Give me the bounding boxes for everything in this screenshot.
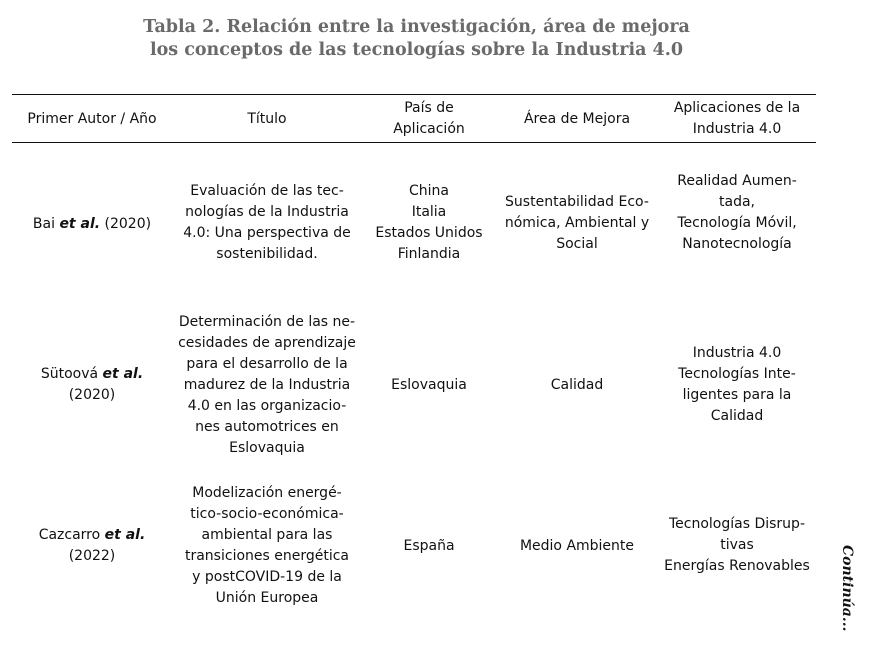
table-row-1-apps [658, 170, 816, 256]
row-1-country-line: Italia [411, 204, 447, 220]
row-1-title-line: sostenibilidad. [216, 246, 318, 262]
row-3-country-line: España [403, 537, 455, 554]
row-1-title-line: Evaluación de las tec- [190, 183, 344, 199]
row-1-title-line: nologías de la Industria [185, 204, 349, 220]
row-1-area-line: Social [556, 235, 598, 252]
row-2-title-line: cesidades de aprendizaje [178, 334, 356, 351]
row-3-apps-line: Tecnologías Disrup- [668, 515, 805, 532]
header-country [362, 96, 496, 142]
table-row-1-title [172, 180, 362, 266]
row-1-area-line: nómica, Ambiental y [504, 214, 650, 231]
row-1-author-etal: et al. [59, 215, 101, 232]
top-rule [12, 94, 816, 95]
row-3-title-line: Modelización energé- [192, 485, 342, 501]
row-1-title-line: 4.0: Una perspectiva de [183, 225, 351, 241]
row-1-country-line: China [408, 183, 449, 199]
row-1-author-year: (2020) [104, 215, 152, 232]
row-1-apps-line: Nanotecnología [682, 236, 792, 252]
row-1-area-line: Sustentabilidad Eco- [505, 193, 649, 210]
row-1-author-name: Bai [32, 215, 55, 232]
row-3-apps-line: tivas [720, 536, 754, 553]
header-country-line-1: País de [404, 100, 454, 116]
row-2-country-line: Eslovaquia [391, 376, 467, 393]
table-row-2-author [12, 343, 172, 427]
row-1-country-line: Finlandia [397, 246, 461, 262]
row-2-author-etal: et al. [102, 366, 144, 382]
row-2-title-line: madurez de la Industria [183, 376, 351, 393]
table-row-2-area [496, 374, 658, 396]
header-area [496, 96, 658, 142]
table-row-3-apps [658, 512, 816, 578]
table-caption [0, 16, 833, 62]
header-apps-line-1: Aplicaciones de la [673, 100, 801, 116]
row-2-apps-line: Tecnologías Inte- [678, 366, 796, 382]
row-3-title-line: Unión Europea [215, 590, 319, 606]
header-author [12, 96, 172, 142]
row-1-title-lines [183, 181, 351, 265]
row-3-author-year: (2022) [68, 548, 116, 564]
header-title [172, 96, 362, 142]
table-row-3-author [12, 504, 172, 588]
table-row-2-title [172, 310, 362, 460]
table-caption-line-2: los conceptos de las tecnologías sobre la Industria 4.0 [149, 40, 684, 60]
row-2-title-line: Eslovaquia [229, 439, 305, 456]
header-rule [12, 142, 816, 143]
table-row-3-title [172, 482, 362, 610]
row-3-title-line: y postCOVID-19 de la [192, 569, 342, 585]
row-1-apps-line: tada, [719, 194, 755, 210]
table-row-1-country [362, 180, 496, 266]
row-1-apps-line: Tecnología Móvil, [677, 215, 797, 231]
row-3-title-line: tico-socio-económica- [190, 506, 344, 522]
header-title-label: Título [247, 110, 287, 127]
header-apps [658, 96, 816, 142]
row-2-area-line: Calidad [550, 376, 604, 393]
row-2-title-line: para el desarrollo de la [186, 355, 348, 372]
row-2-apps-line: ligentes para la [682, 387, 792, 403]
row-1-apps-line: Realidad Aumen- [677, 173, 797, 189]
table-row-1-author [12, 182, 172, 266]
row-2-author-name: Sütoová [40, 366, 99, 382]
header-country-line-2: Aplicación [393, 121, 465, 137]
row-3-title-line: ambiental para las [201, 527, 333, 543]
table-caption-line-1: Tabla 2. Relación entre la investigación, área de mejora [143, 17, 690, 37]
row-2-apps-line: Calidad [710, 408, 764, 424]
row-1-country-line: Estados Unidos [375, 225, 483, 241]
header-apps-line-2: Industria 4.0 [692, 121, 782, 137]
table-row-1-area [496, 180, 658, 266]
table-row-2-country [362, 374, 496, 396]
row-3-title-line: transiciones energética [184, 548, 350, 564]
row-2-title-line: 4.0 en las organizacio- [187, 397, 347, 414]
table-row-3-area [496, 535, 658, 557]
table-row-2-apps [658, 342, 816, 428]
row-3-area-line: Medio Ambiente [519, 537, 635, 554]
row-2-apps-line: Industria 4.0 [692, 345, 782, 361]
continues-label: Continúa... [839, 545, 855, 632]
row-3-author-etal: et al. [104, 527, 146, 543]
row-3-apps-line: Energías Renovables [664, 557, 810, 574]
row-2-title-line: Determinación de las ne- [178, 313, 356, 330]
table-row-3-country [362, 535, 496, 557]
row-2-title-line: nes automotrices en [195, 418, 339, 435]
row-3-author-name: Cazcarro [38, 527, 101, 543]
header-area-label: Área de Mejora [523, 110, 631, 127]
header-author-label: Primer Autor / Año [27, 110, 157, 127]
row-2-author-year: (2020) [68, 387, 116, 403]
